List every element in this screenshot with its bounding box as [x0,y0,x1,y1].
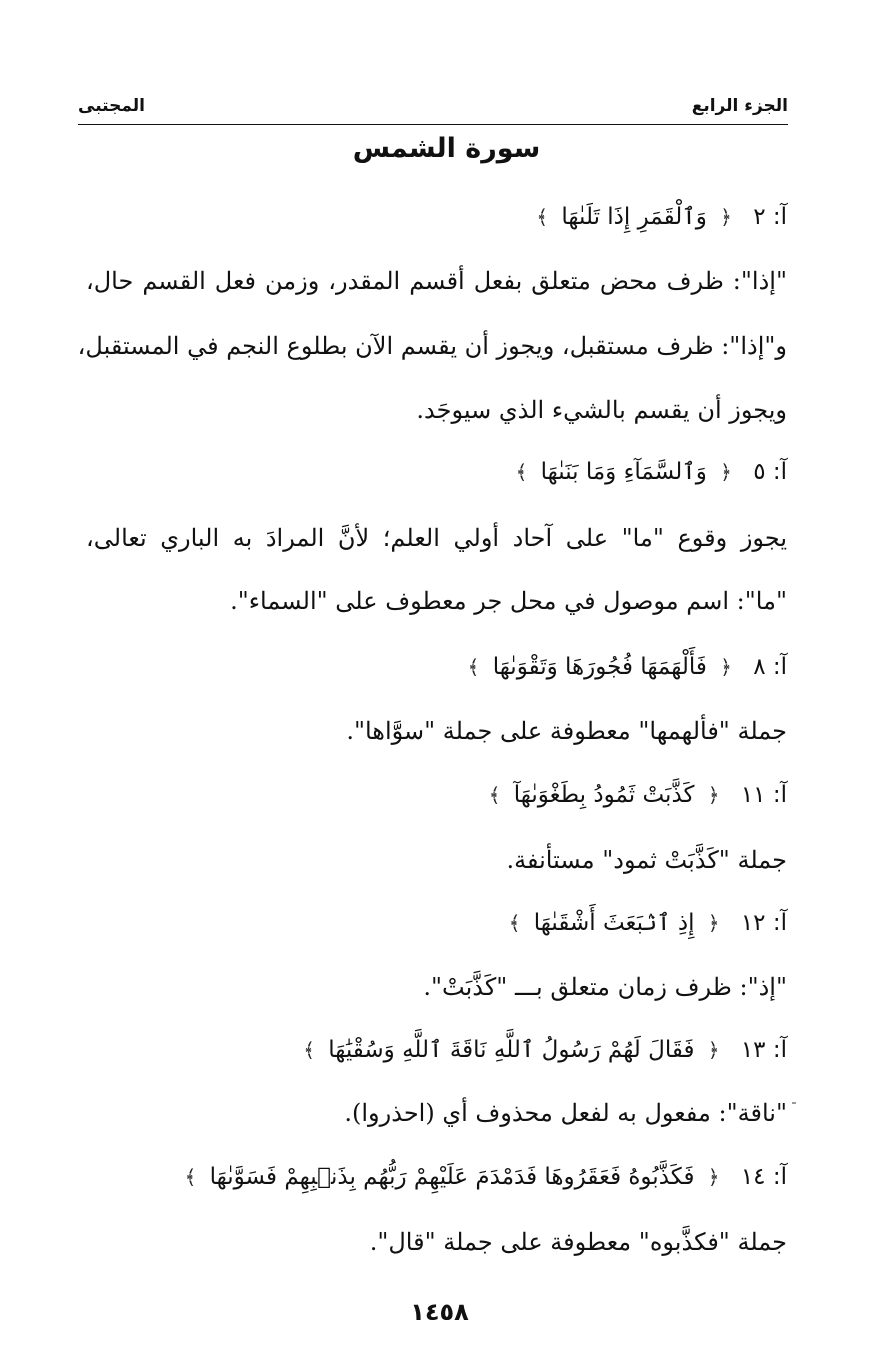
ornate-bracket-open-icon: ﴿ [707,1165,720,1189]
page-number: ١٤٥٨ [410,1298,469,1326]
verse-line [60,778,787,812]
verse-ref: آ: ٨ [753,654,787,680]
commentary-line: يجوز وقوع "ما" على آحاد أولي العلم؛ لأنَّ المرادَ به الباري تعالى، [86,524,787,552]
commentary-line: "إذا": ظرف محض متعلق بفعل أقسم المقدر، وزمن فعل القسم حال، [86,267,787,295]
ornate-bracket-close-icon: ﴾ [508,911,521,935]
verse-ref: آ: ١٢ [740,910,787,936]
verse-line [60,1160,787,1194]
ornate-bracket-open-icon: ﴿ [707,783,720,807]
verse-line [60,1033,787,1067]
commentary-line: جملة "فألهمها" معطوفة على جملة "سوَّاها". [346,717,787,745]
verse-text: فَقَالَ لَهُمْ رَسُولُ ٱللَّهِ نَاقَةَ ٱللَّهِ وَسُقْيَٰهَا [328,1037,695,1063]
verse-ref: آ: ١٣ [740,1037,787,1063]
header-part-label: الجزء الرابع [691,96,788,116]
verse-line [60,650,787,684]
verse-line [60,455,787,489]
verse-ref: آ: ٥ [753,459,787,485]
verse-line [60,200,787,234]
verse-text: فَكَذَّبُوهُ فَعَقَرُوهَا فَدَمْدَمَ عَلَيْهِمْ رَبُّهُم بِذَنۢبِهِمْ فَسَوَّىٰهَا [209,1164,695,1190]
running-header [78,92,788,125]
verse-text: إِذِ ٱنۢبَعَثَ أَشْقَىٰهَا [533,910,695,936]
ornate-bracket-close-icon: ﴾ [184,1165,197,1189]
ornate-bracket-open-icon: ﴿ [720,655,732,679]
ornate-bracket-open-icon: ﴿ [720,460,732,484]
verse-text: وَٱلسَّمَآءِ وَمَا بَنَىٰهَا [540,459,707,485]
verse-ref: آ: ٢ [753,204,787,230]
ornate-bracket-open-icon: ﴿ [707,1038,720,1062]
commentary-line: "ناقة": مفعول به لفعل محذوف أي (احذروا). [344,1099,787,1127]
verse-line [60,906,787,940]
commentary-line: جملة "فكذَّبوه" معطوفة على جملة "قال". [369,1228,787,1256]
scan-speck [792,1102,796,1104]
verse-text: فَأَلْهَمَهَا فُجُورَهَا وَتَقْوَىٰهَا [492,654,707,680]
verse-text: كَذَّبَتْ ثَمُودُ بِطَغْوَىٰهَآ [513,782,695,808]
ornate-bracket-close-icon: ﴾ [303,1038,315,1062]
commentary-line: "إذ": ظرف زمان متعلق بـــ "كَذَّبَتْ". [423,973,787,1001]
ornate-bracket-close-icon: ﴾ [488,783,501,807]
commentary-line: جملة "كَذَّبَتْ ثمود" مستأنفة. [506,846,787,874]
verse-text: وَٱلْقَمَرِ إِذَا تَلَىٰهَا [561,204,707,230]
ornate-bracket-close-icon: ﴾ [467,655,480,679]
verse-ref: آ: ١١ [740,782,787,808]
verse-ref: آ: ١٤ [740,1164,787,1190]
ornate-bracket-close-icon: ﴾ [515,460,528,484]
surah-title: سورة الشمس [352,133,541,164]
ornate-bracket-open-icon: ﴿ [720,205,732,229]
commentary-line: ويجوز أن يقسم بالشيء الذي سيوجَد. [416,396,787,424]
commentary-line: "ما": اسم موصول في محل جر معطوف على "السماء". [230,587,787,615]
ornate-bracket-close-icon: ﴾ [536,205,549,229]
commentary-line: و"إذا": ظرف مستقبل، ويجوز أن يقسم الآن بطلوع النجم في المستقبل، [77,332,787,360]
header-book-title: المجتبى [78,96,145,116]
ornate-bracket-open-icon: ﴿ [707,911,720,935]
